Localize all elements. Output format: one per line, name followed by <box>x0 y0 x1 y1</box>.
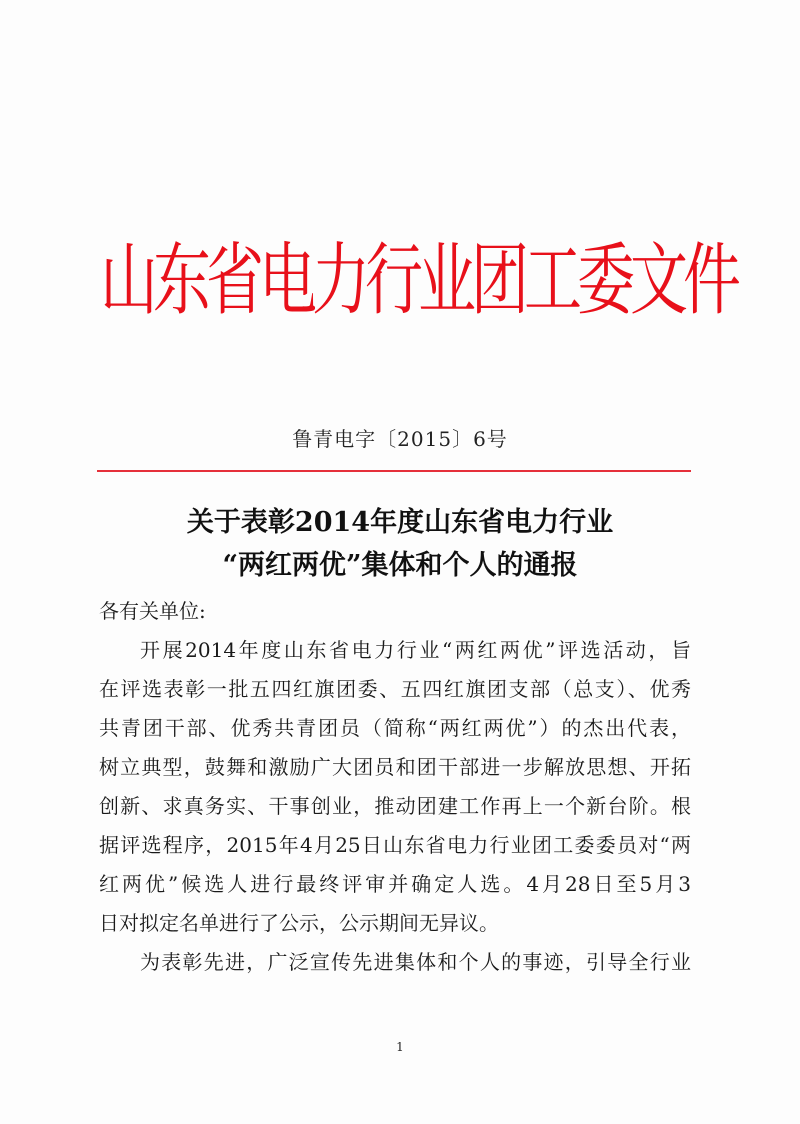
issuer-header-title: 山东省电力行业团工委文件 <box>100 234 737 326</box>
body-line-3: 共青团干部、优秀共青团员（简称“两红两优”）的杰出代表， <box>99 716 691 740</box>
body-line-7: 红两优”候选人进行最终评审并确定人选。4月28日至5月3 <box>99 872 691 896</box>
body-line-1: 开展2014年度山东省电力行业“两红两优”评选活动，旨 <box>140 638 691 662</box>
document-number: 鲁青电字〔2015〕6号 <box>292 427 508 451</box>
header-divider-line <box>97 470 691 472</box>
salutation: 各有关单位: <box>99 599 206 623</box>
body-line-5: 创新、求真务实、干事创业，推动团建工作再上一个新台阶。根 <box>99 794 691 818</box>
body-line-8: 日对拟定名单进行了公示，公示期间无异议。 <box>99 911 499 935</box>
notice-title-line-1: 关于表彰2014年度山东省电力行业 <box>186 507 614 538</box>
body-line-9: 为表彰先进，广泛宣传先进集体和个人的事迹，引导全行业 <box>140 950 691 974</box>
body-line-4: 树立典型，鼓舞和激励广大团员和团干部进一步解放思想、开拓 <box>99 755 691 779</box>
body-line-2: 在评选表彰一批五四红旗团委、五四红旗团支部（总支）、优秀 <box>99 677 691 701</box>
body-line-6: 据评选程序，2015年4月25日山东省电力行业团工委委员对“两 <box>99 833 691 857</box>
notice-title-line-2: “两红两优”集体和个人的通报 <box>222 550 578 581</box>
page-number: 1 <box>396 1040 404 1054</box>
